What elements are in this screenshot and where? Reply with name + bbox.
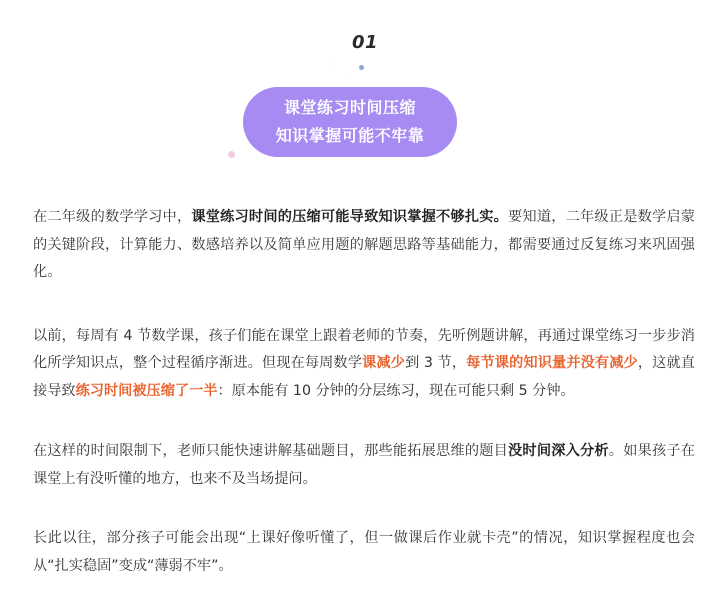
p2-highlight-same-content: 每节课的知识量并没有减少 [466,355,638,371]
p2-text-intro: 以前，每周有 4 节数学课，孩子们能在课堂上跟着老师的节奏，先听例题讲解，再通过课堂练习一步步消化所学知识点，整个过程循序渐进。但现在每周数学 [33,327,695,371]
p1-text-intro: 在二年级的数学学习中， [33,209,192,225]
section-number: 01 [352,32,379,53]
section-title-line2: 知识掌握可能不牢靠 [275,126,425,145]
pink-dot-icon [228,151,235,158]
p3-bold-no-time: 没时间深入分析 [508,443,609,459]
paragraph-4 [33,525,695,580]
p2-highlight-time-halved: 练习时间被压缩了一半 [75,382,218,399]
section-title-pill [243,87,457,157]
p2-text-leads-to: ，这就直接导致 [33,355,695,399]
p3-text-intro: 在这样的时间限制下，老师只能快速讲解基础题目，那些能拓展思维的题目 [33,443,509,459]
blue-dot-icon [359,65,364,70]
section-title-line1: 课堂练习时间压缩 [283,98,416,117]
p1-text-rest: 要知道，二年级正是数学启蒙的关键阶段，计算能力、数感培养以及简单应用题的解题思路等基础能力，都需要通过反复练习来巩固强化。 [33,209,695,280]
p2-text-three-classes: 到 3 节， [404,355,467,371]
p2-highlight-fewer-classes: 课减少 [362,355,405,371]
p1-bold-claim: 课堂练习时间的压缩可能导致知识掌握不够扎实。 [191,209,509,225]
p4-text: 长此以往，部分孩子可能会出现“上课好像听懂了，但一做课后作业就卡壳”的情况，知识掌握程度也会从“扎实稳固”变成“薄弱不牢”。 [33,530,695,574]
p2-text-rest: ：原本能有 10 分钟的分层练习，现在可能只剩 5 分钟。 [217,382,575,399]
p3-text-rest: 。如果孩子在课堂上有没听懂的地方，也来不及当场提问。 [33,443,695,487]
paragraph-1 [33,204,695,287]
section-header [0,0,726,175]
paragraph-3 [33,438,695,493]
article-body [33,204,695,580]
paragraph-2 [33,323,695,406]
